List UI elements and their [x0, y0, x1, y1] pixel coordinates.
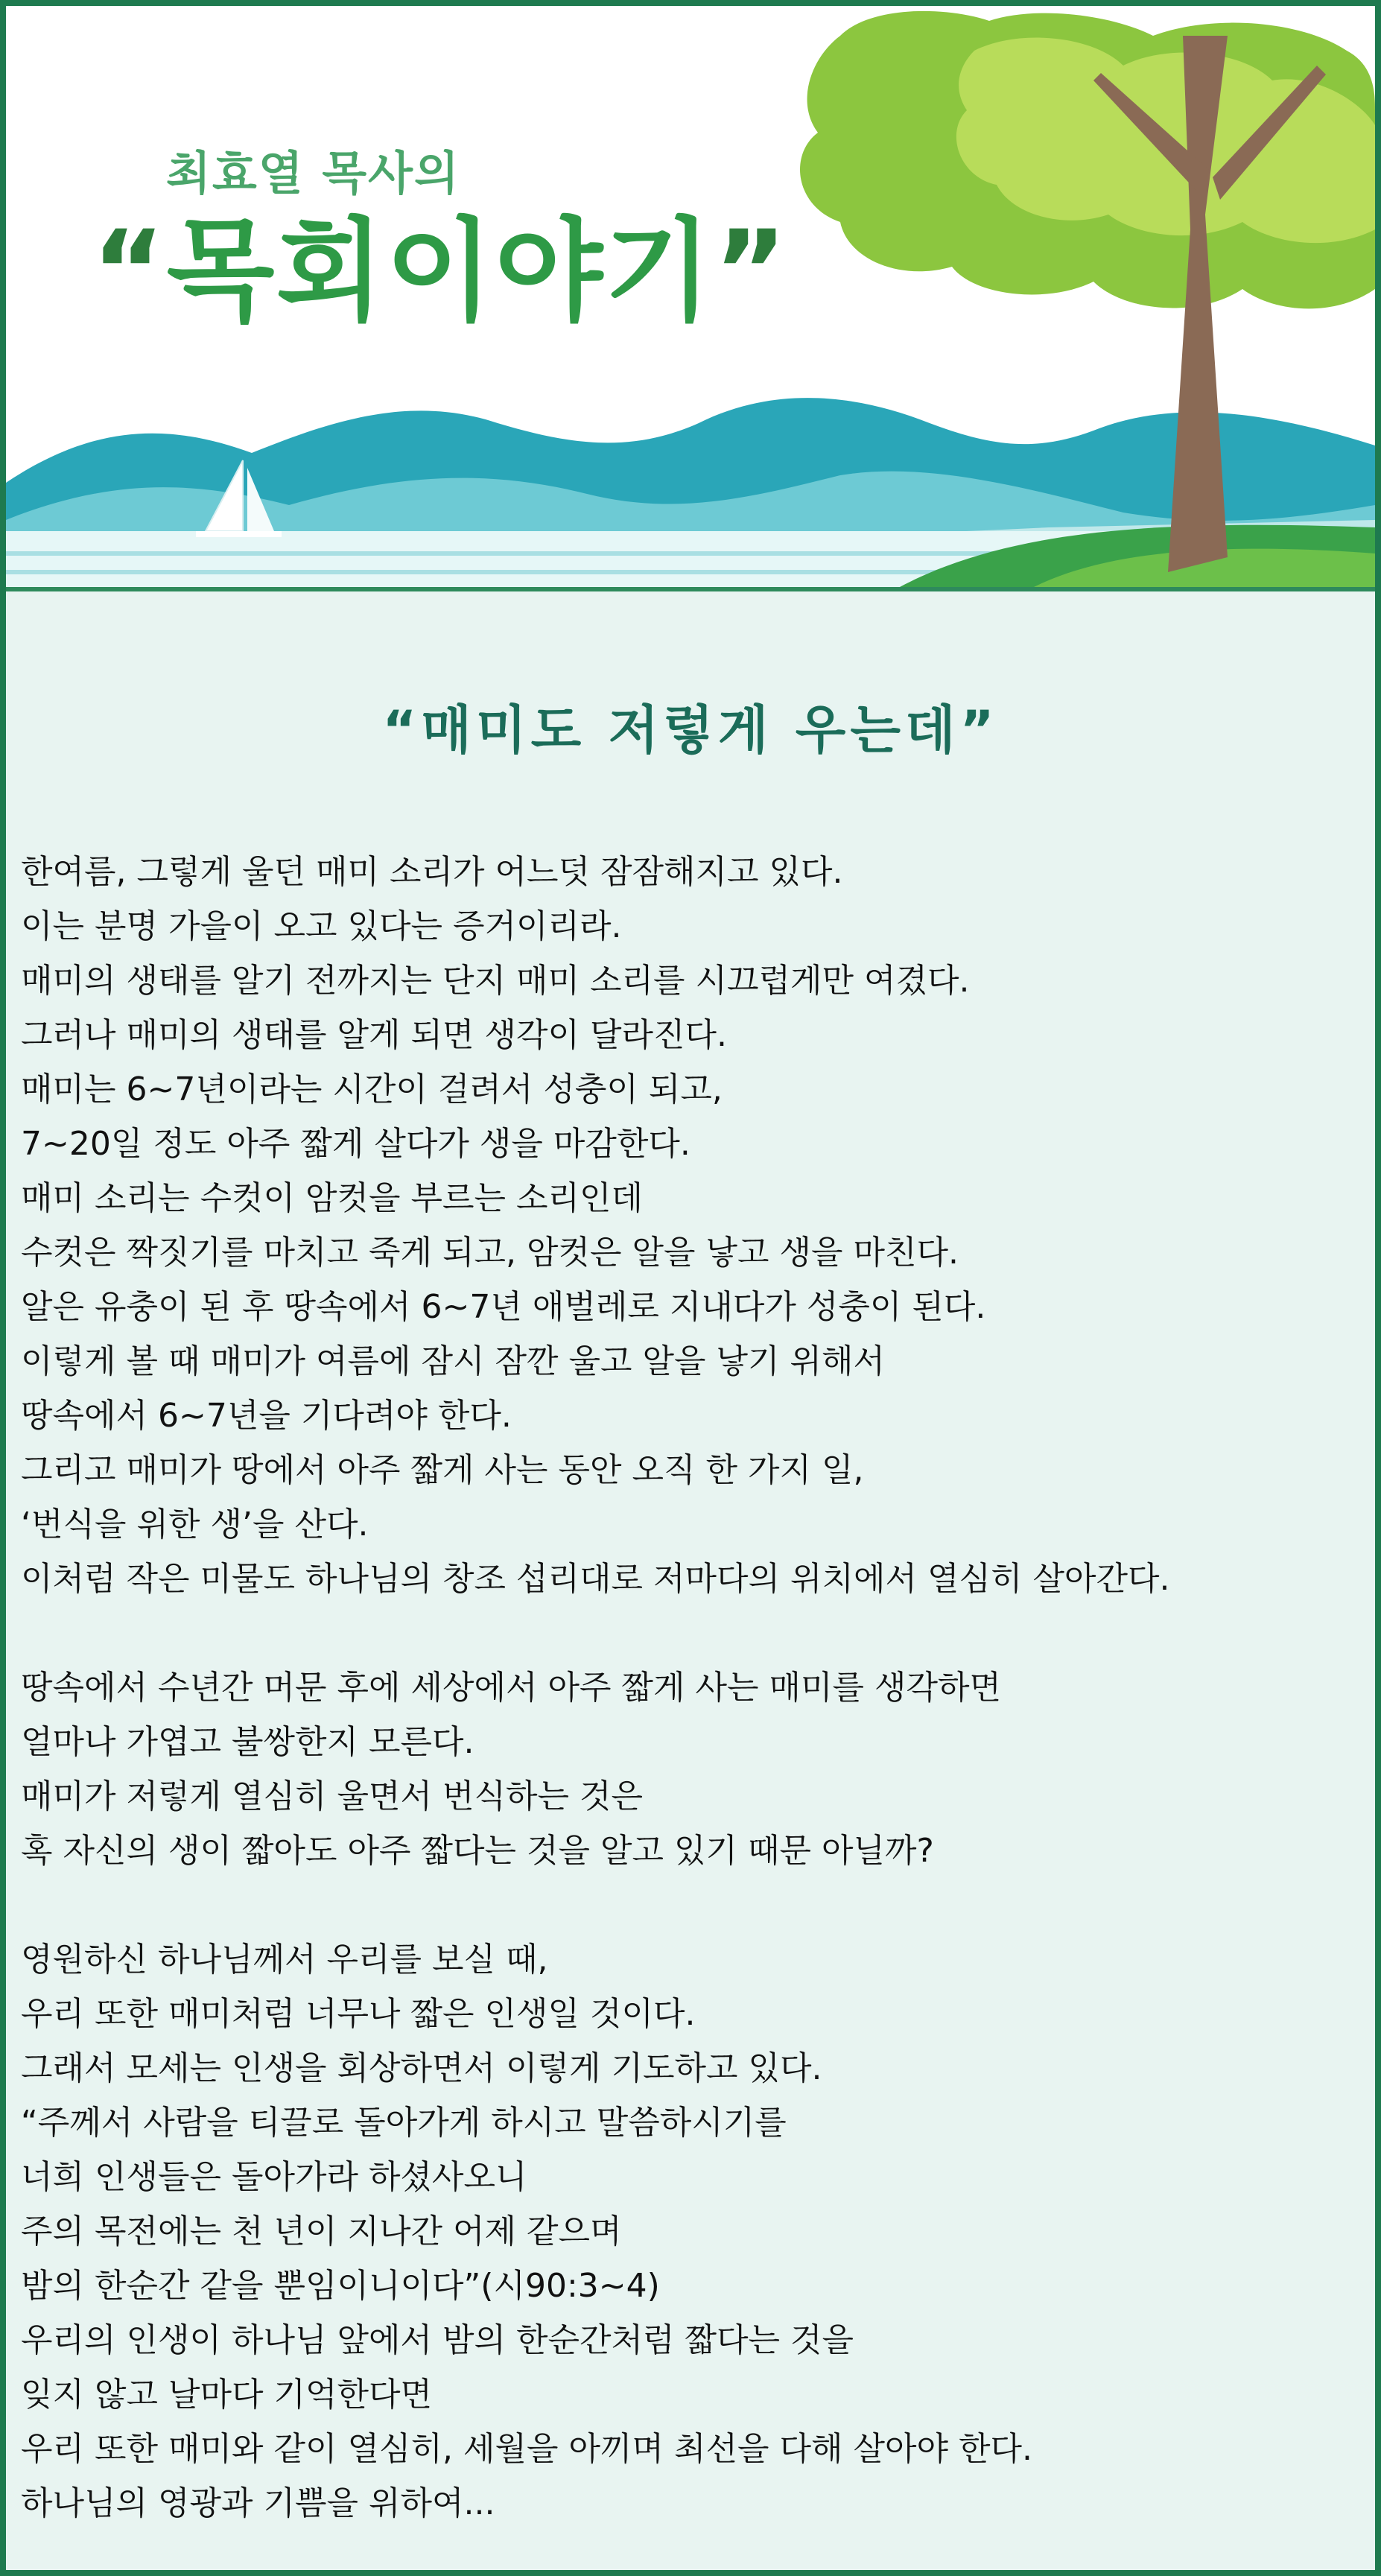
text-line: 우리 또한 매미처럼 너무나 짧은 인생일 것이다.	[21, 1995, 696, 2033]
banner-title-text: 목회이야기	[166, 207, 714, 337]
text-line: 너희 인생들은 돌아가라 하셨사오니	[21, 2158, 527, 2196]
article-body	[21, 845, 1354, 2531]
text-line: 주의 목전에는 천 년이 지나간 어제 같으며	[21, 2212, 622, 2250]
text-line: 매미가 저렇게 열심히 울면서 번식하는 것은	[21, 1777, 644, 1815]
article	[6, 587, 1375, 2576]
text-line: 영원하신 하나님께서 우리를 보실 때,	[21, 1941, 548, 1979]
banner-subtitle: 최효열 목사의	[166, 146, 460, 200]
text-line: 매미의 생태를 알기 전까지는 단지 매미 소리를 시끄럽게만 여겼다.	[21, 962, 970, 1000]
text-line: 잊지 않고 날마다 기억한다면	[21, 2376, 433, 2414]
text-line: 수컷은 짝짓기를 마치고 죽게 되고, 암컷은 알을 낳고 생을 마친다.	[21, 1234, 959, 1272]
paragraph-gap	[21, 1606, 1354, 1660]
text-line: 이렇게 볼 때 매미가 여름에 잠시 잠깐 울고 알을 낳기 위해서	[21, 1342, 885, 1380]
text-line: ‘번식을 위한 생’을 산다.	[21, 1506, 369, 1544]
text-line: 혹 자신의 생이 짧아도 아주 짧다는 것을 알고 있기 때문 아닐까?	[21, 1832, 934, 1870]
text-line: 밤의 한순간 같을 뿐임이니이다”(시90:3~4)	[21, 2267, 660, 2305]
title-open-quote: “	[92, 207, 167, 337]
text-line: 땅속에서 수년간 머문 후에 세상에서 아주 짧게 사는 매미를 생각하면	[21, 1669, 1001, 1707]
text-line: 이처럼 작은 미물도 하나님의 창조 섭리대로 저마다의 위치에서 열심히 살아간다.	[21, 1560, 1170, 1598]
paragraph-gap	[21, 1878, 1354, 1932]
text-line: “주께서 사람을 티끌로 돌아가게 하시고 말씀하시기를	[21, 2104, 787, 2142]
text-line: 하나님의 영광과 기쁨을 위하여...	[21, 2484, 495, 2522]
banner-title	[92, 181, 789, 342]
text-line: 알은 유충이 된 후 땅속에서 6~7년 애벌레로 지내다가 성충이 된다.	[21, 1288, 986, 1326]
text-line: 한여름, 그렇게 울던 매미 소리가 어느덧 잠잠해지고 있다.	[21, 853, 843, 891]
header-banner	[6, 6, 1375, 587]
text-line: 그리고 매미가 땅에서 아주 짧게 사는 동안 오직 한 가지 일,	[21, 1451, 864, 1489]
article-title: “매미도 저렇게 우는데”	[382, 699, 999, 761]
text-line: 땅속에서 6~7년을 기다려야 한다.	[21, 1397, 512, 1435]
text-line: 매미 소리는 수컷이 암컷을 부르는 소리인데	[21, 1179, 644, 1217]
text-line: 7~20일 정도 아주 짧게 살다가 생을 마감한다.	[21, 1125, 690, 1163]
text-line: 얼마나 가엽고 불쌍한지 모른다.	[21, 1723, 474, 1761]
text-line: 우리 또한 매미와 같이 열심히, 세월을 아끼며 최선을 다해 살아야 한다.	[21, 2430, 1032, 2468]
text-line: 매미는 6~7년이라는 시간이 걸려서 성충이 되고,	[21, 1070, 723, 1108]
text-line: 그래서 모세는 인생을 회상하면서 이렇게 기도하고 있다.	[21, 2049, 822, 2087]
text-line: 그러나 매미의 생태를 알게 되면 생각이 달라진다.	[21, 1016, 727, 1054]
text-line: 우리의 인생이 하나님 앞에서 밤의 한순간처럼 짧다는 것을	[21, 2321, 854, 2359]
text-line: 이는 분명 가을이 오고 있다는 증거이리라.	[21, 907, 622, 945]
title-close-quote: ”	[714, 207, 789, 337]
